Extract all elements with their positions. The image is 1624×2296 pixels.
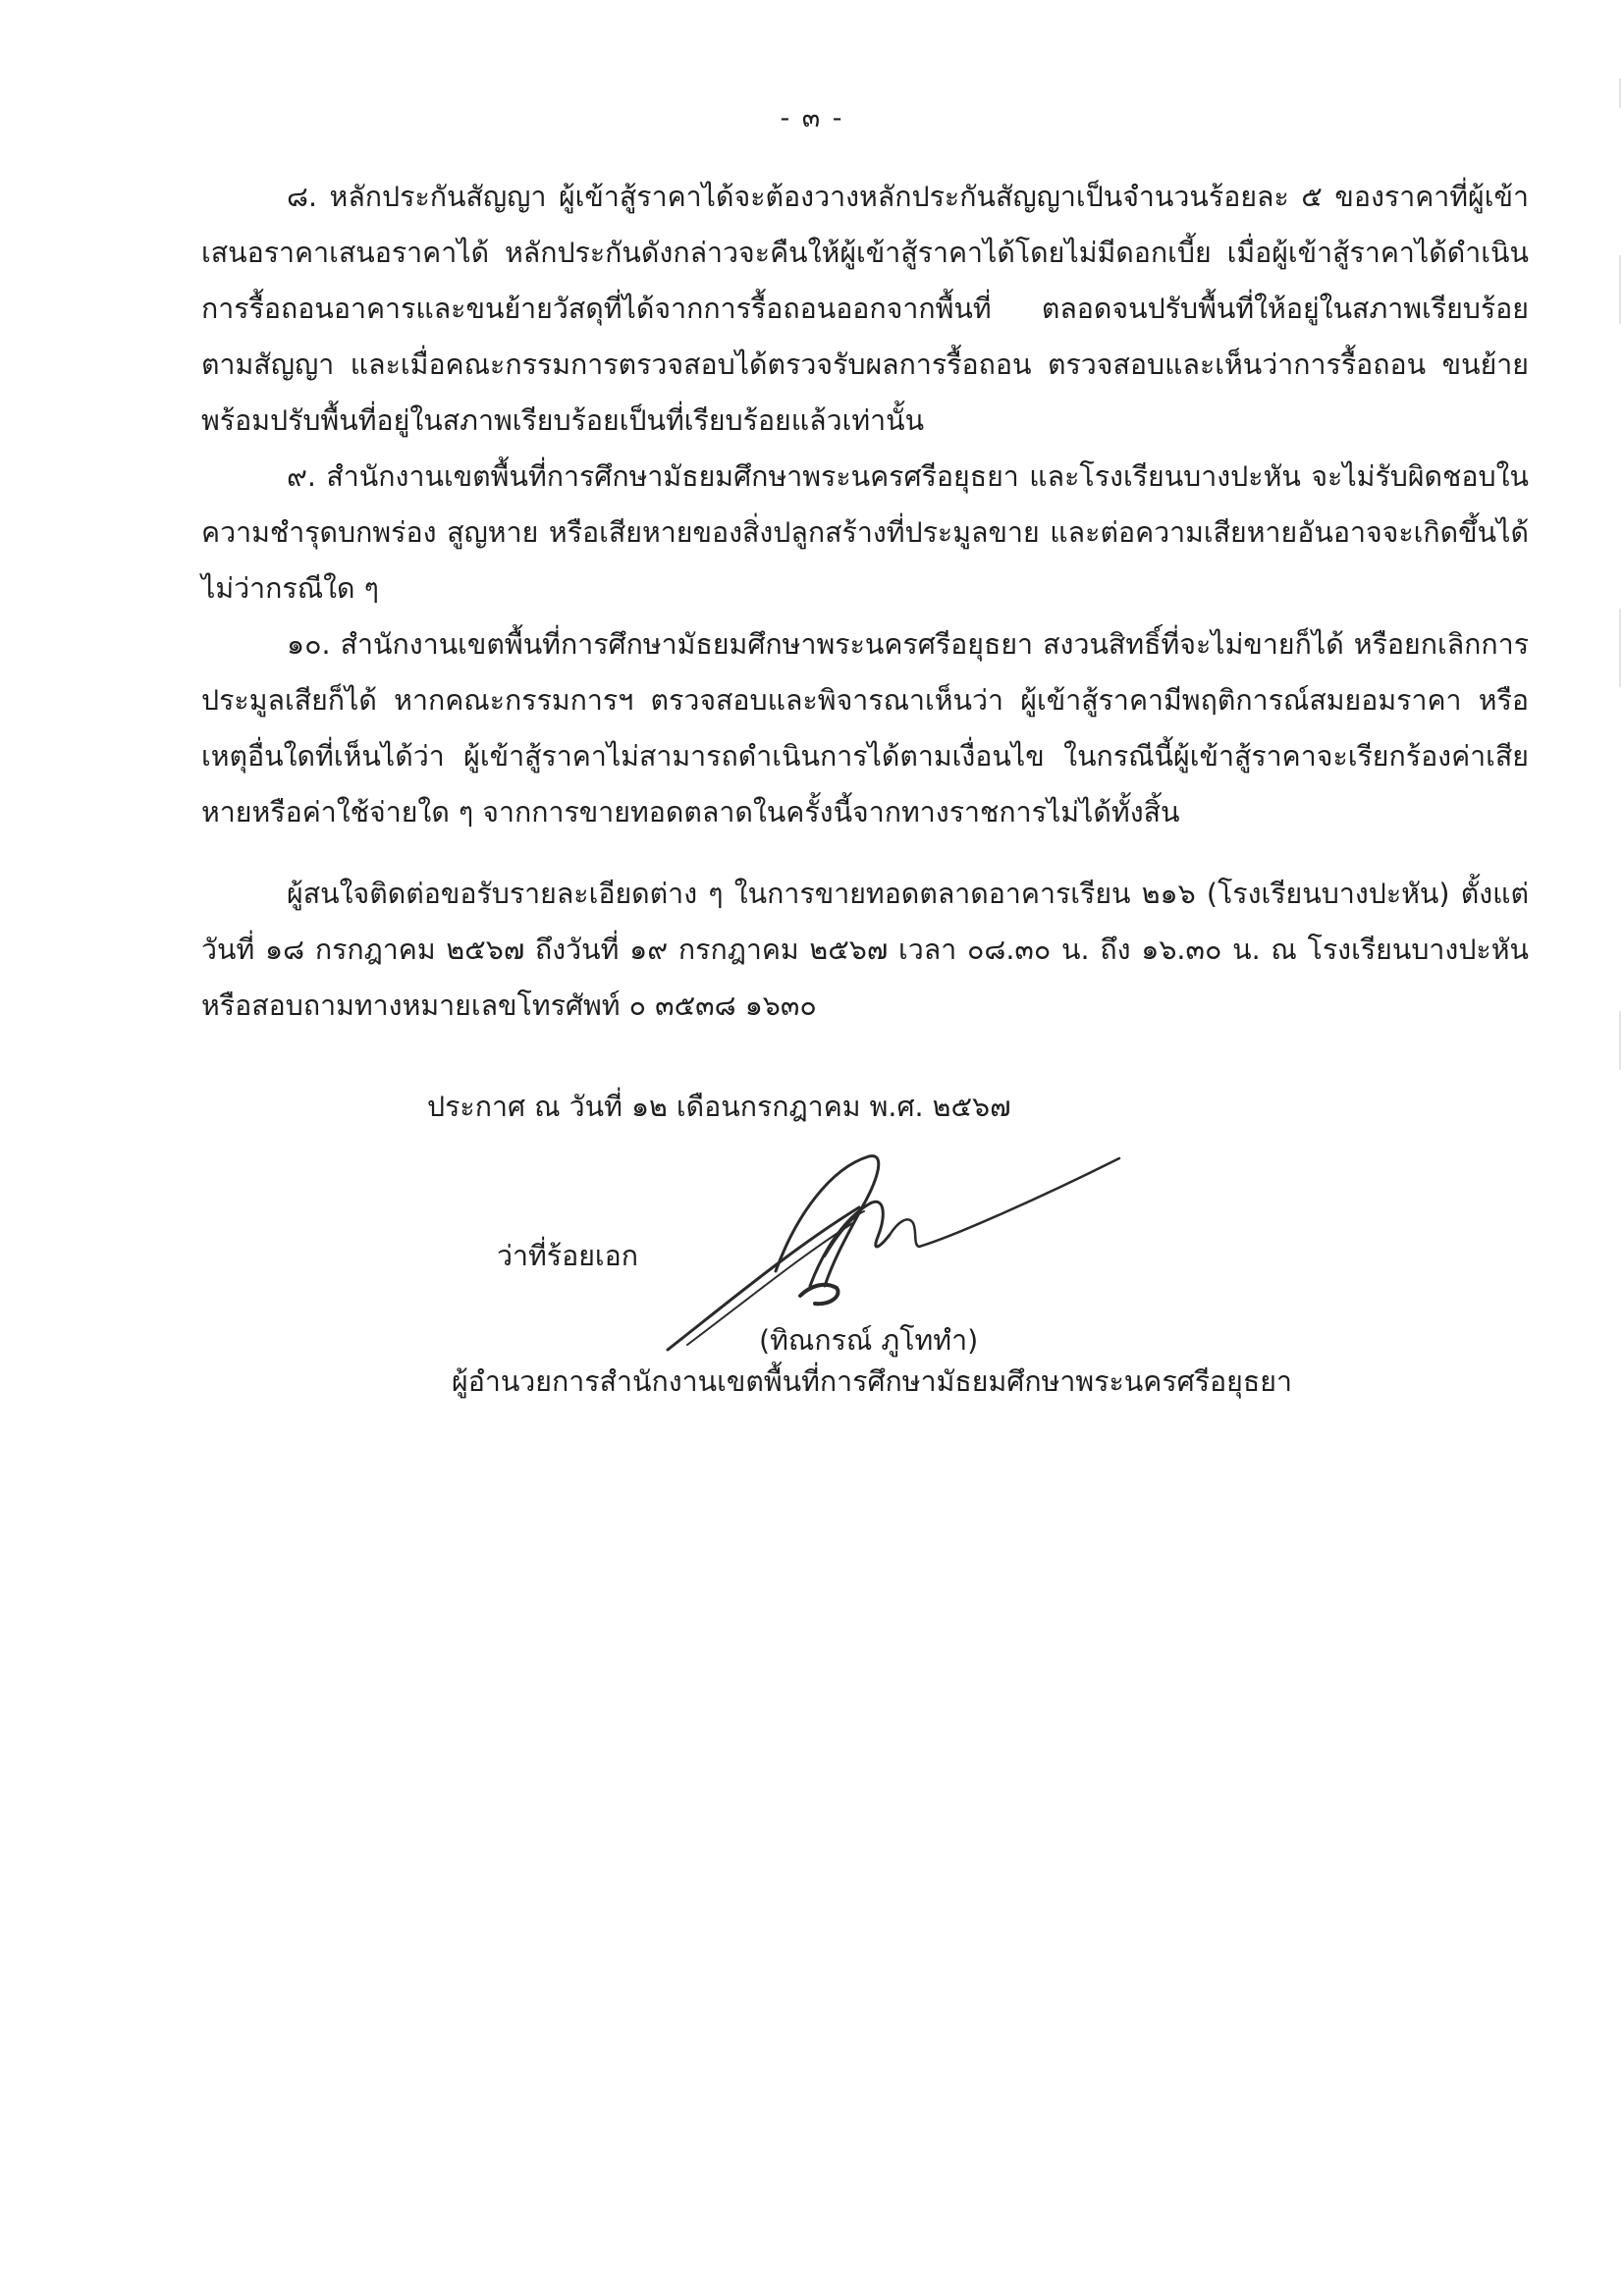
clause-9: ๙. สำนักงานเขตพื้นที่การศึกษามัธยมศึกษาพระนครศรีอยุธยา และโรงเรียนบางปะหัน จะไม่รับผิดชอบในความชำรุดบกพร่อง สูญหาย หรือเสียหายของสิ่งปลูกสร้างที่ประมูลขาย และต่อความเสียหายอันอาจจะเกิดขึ้นได้ไม่ว่ากรณีใด ๆ <box>201 460 1529 605</box>
contact-paragraph: ผู้สนใจติดต่อขอรับรายละเอียดต่าง ๆ ในการขายทอดตลาดอาคารเรียน ๒๑๖ (โรงเรียนบางปะหัน) ตั้งแต่วันที่ ๑๘ กรกฎาคม ๒๕๖๗ ถึงวันที่ ๑๙ กรกฎาคม ๒๕๖๗ เวลา ๐๘.๓๐ น. ถึง ๑๖.๓๐ น. ณ โรงเรียนบางปะหัน หรือสอบถามทางหมายเลขโทรศัพท์ ๐ ๓๕๓๘ ๑๖๓๐ <box>201 878 1529 1022</box>
clause-10: ๑๐. สำนักงานเขตพื้นที่การศึกษามัธยมศึกษาพระนครศรีอยุธยา สงวนสิทธิ์ที่จะไม่ขายก็ได้ หรือยกเลิกการประมูลเสียก็ได้ หากคณะกรรมการฯ ตรวจสอบและพิจารณาเห็นว่า ผู้เข้าสู้ราคามีพฤติการณ์สมยอมราคา หรือเหตุอื่นใดที่เห็นได้ว่า ผู้เข้าสู้ราคาไม่สามารถดำเนินการได้ตามเงื่อนไข ในกรณีนี้ผู้เข้าสู้ราคาจะเรียกร้องค่าเสียหายหรือค่าใช้จ่ายใด ๆ จากการขายทอดตลาดในครั้งนี้จากทางราชการไม่ได้ทั้งสิ้น <box>201 628 1529 828</box>
scan-margin-marks <box>1610 0 1624 2296</box>
signer-position: ผู้อำนวยการสำนักงานเขตพื้นที่การศึกษามัธยมศึกษาพระนครศรีอยุธยา <box>452 1365 1292 1398</box>
page-number: - ๓ - <box>780 103 844 133</box>
announcement-date: ประกาศ ณ วันที่ ๑๒ เดือนกรกฎาคม พ.ศ. ๒๕๖๗ <box>427 1091 1011 1123</box>
signer-name: (ทิณกรณ์ ภูโททำ) <box>759 1324 979 1357</box>
clause-8: ๘. หลักประกันสัญญา ผู้เข้าสู้ราคาได้จะต้องวางหลักประกันสัญญาเป็นจำนวนร้อยละ ๕ ของราคาที่ผู้เข้าเสนอราคาเสนอราคาได้ หลักประกันดังกล่าวจะคืนให้ผู้เข้าสู้ราคาได้โดยไม่มีดอกเบี้ย เมื่อผู้เข้าสู้ราคาได้ดำเนินการรื้อถอนอาคารและขนย้ายวัสดุที่ได้จากการรื้อถอนออกจากพื้นที่ ตลอดจนปรับพื้นที่ให้อยู่ในสภาพเรียบร้อยตามสัญญา และเมื่อคณะกรรมการตรวจสอบได้ตรวจรับผลการรื้อถอน ตรวจสอบและเห็นว่าการรื้อถอน ขนย้าย พร้อมปรับพื้นที่อยู่ในสภาพเรียบร้อยเป็นที่เรียบร้อยแล้วเท่านั้น <box>201 181 1529 437</box>
signer-rank: ว่าที่ร้อยเอก <box>497 1240 639 1272</box>
document-body <box>201 169 1529 1034</box>
